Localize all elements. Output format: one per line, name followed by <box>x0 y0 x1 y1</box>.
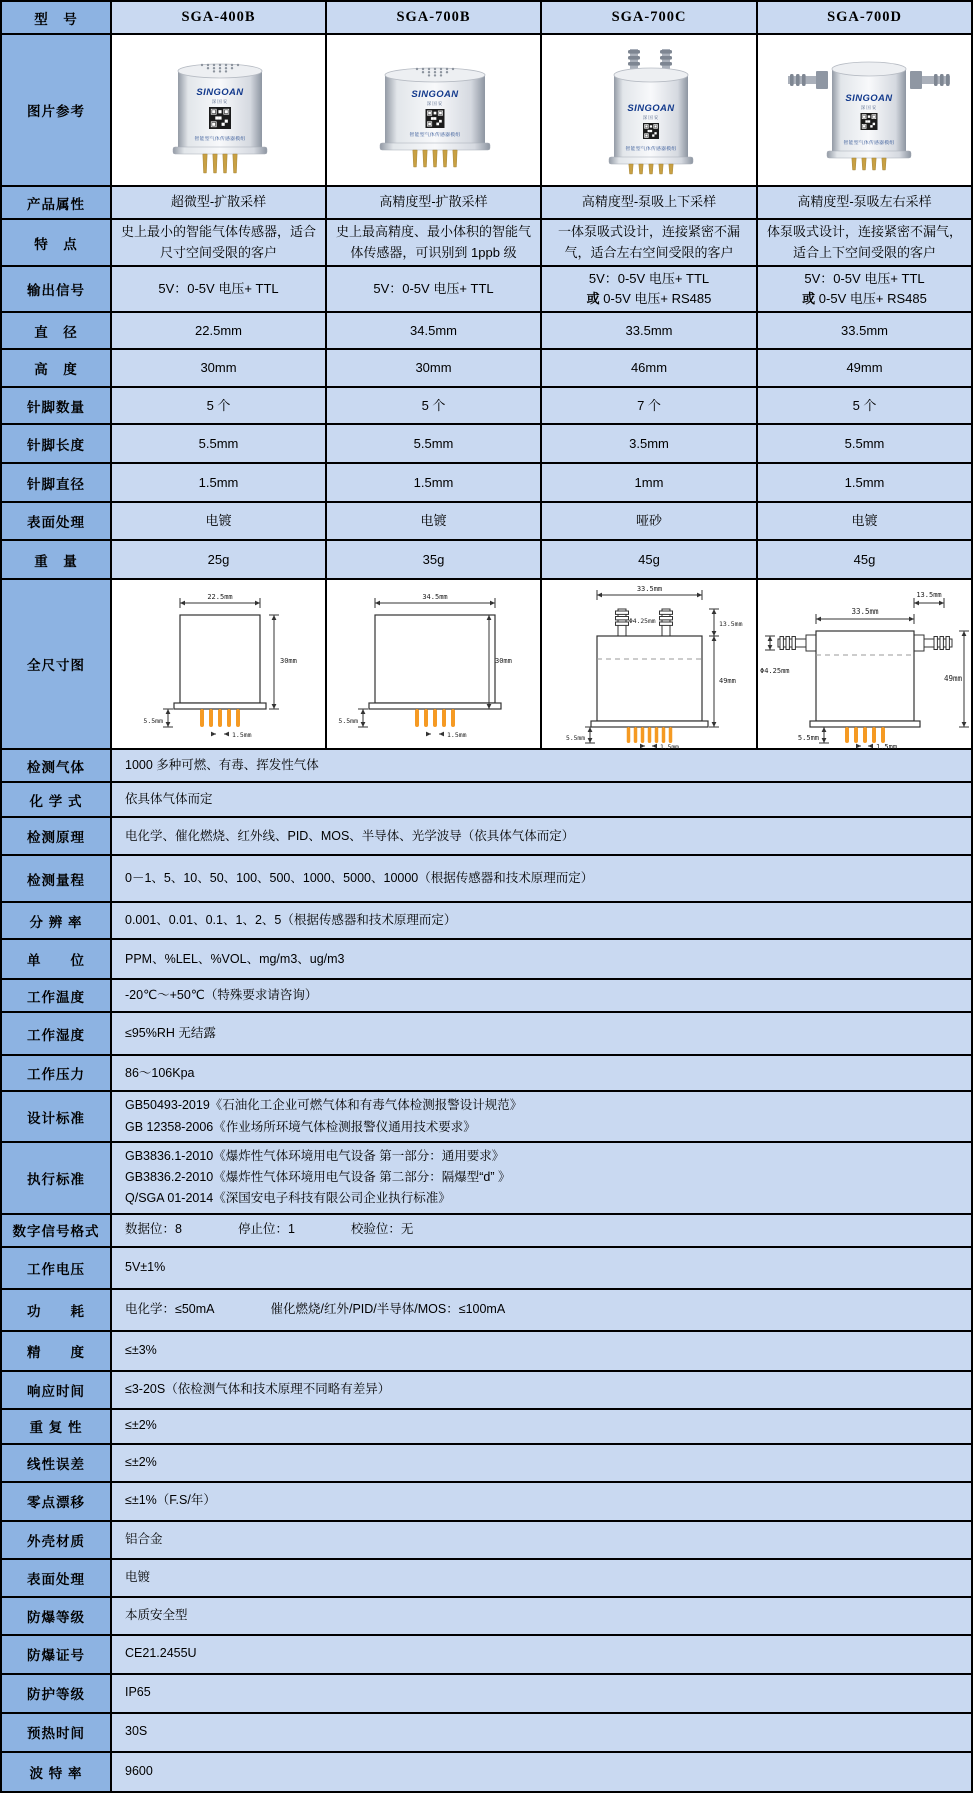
spec-value: 电镀 <box>111 502 326 540</box>
table-row <box>1 463 972 502</box>
table-row <box>1 1214 972 1247</box>
table-row <box>1 1444 972 1482</box>
spec-value: 电镀 <box>326 502 541 540</box>
row-label: 分 辨 率 <box>1 902 111 939</box>
brand-cn-text: 深国安 <box>426 101 444 106</box>
value-text: 0.001、0.01、0.1、1、2、5（根据传感器和技术原理而定） <box>125 913 457 928</box>
value-text: CE21.2455U <box>125 1646 197 1661</box>
product-photo-sga-400b <box>112 35 327 185</box>
spec-value: 25g <box>111 540 326 579</box>
dimension-label: Φ4.25mm <box>760 667 790 676</box>
full-row-value <box>111 1331 972 1371</box>
row-label: 设计标准 <box>1 1091 111 1142</box>
value-line: GB50493-2019《石油化工企业可燃气体和有毒气体检测报警设计规范》 <box>125 1098 523 1113</box>
spec-value <box>757 266 972 312</box>
full-row-value <box>111 1521 972 1559</box>
table-row <box>1 939 972 979</box>
full-row-value <box>111 1635 972 1674</box>
spec-value: 33.5mm <box>541 312 757 349</box>
spec-value: 5 个 <box>757 387 972 424</box>
row-label: 防爆证号 <box>1 1635 111 1674</box>
model-header-sga-400b: SGA-400B <box>111 1 326 34</box>
full-row-value <box>111 1055 972 1091</box>
photo-caption-text: 智能型气体传感器模组 <box>194 137 246 142</box>
row-label: 数字信号格式 <box>1 1214 111 1247</box>
dimension-label: 1.5mm <box>447 731 467 740</box>
table-row <box>1 34 972 186</box>
row-label-diagram: 全尺寸图 <box>1 579 111 749</box>
diagram-cell <box>757 579 972 752</box>
brand-text: SINGOAN <box>845 93 893 104</box>
brand-text: SINGOAN <box>196 87 244 98</box>
value-line: GB3836.2-2010《爆炸性气体环境用电气设备 第二部分：隔爆型“d” 》 <box>125 1170 511 1185</box>
row-label: 单 位 <box>1 939 111 979</box>
value-text: 电化学、催化燃烧、红外线、PID、MOS、半导体、光学波导（依具体气体而定） <box>125 828 575 843</box>
value-line: 5V：0-5V 电压+ TTL <box>588 271 710 286</box>
full-row-value <box>111 1371 972 1409</box>
photo-caption-text: 智能型气体传感器模组 <box>843 141 895 146</box>
brand-cn-text: 深国安 <box>211 99 229 104</box>
dimension-label: 33.5mm <box>636 585 663 594</box>
table-row <box>1 902 972 939</box>
spec-value: 1.5mm <box>757 463 972 502</box>
spec-value: 史上最高精度、最小体积的智能气体传感器，可识别到 1ppb 级 <box>326 219 541 266</box>
row-label: 检测气体 <box>1 749 111 782</box>
value-line: GB 12358-2006《作业场所环境气体检测报警仪通用技术要求》 <box>125 1119 476 1134</box>
full-row-value <box>111 855 972 902</box>
table-row <box>1 1674 972 1713</box>
full-row-value <box>111 1214 972 1247</box>
row-label: 零点漂移 <box>1 1482 111 1521</box>
spec-value: 高精度型-扩散采样 <box>326 186 541 219</box>
spec-value: 45g <box>757 540 972 579</box>
row-label: 防爆等级 <box>1 1597 111 1635</box>
value-text: ≤±2% <box>125 1454 157 1469</box>
spec-value: 5.5mm <box>326 424 541 463</box>
spec-value <box>111 266 326 312</box>
table-row <box>1 1597 972 1635</box>
table-row <box>1 1559 972 1597</box>
spec-value: 33.5mm <box>757 312 972 349</box>
full-row-value <box>111 1597 972 1635</box>
value-segment: 催化燃烧/红外/PID/半导体/MOS：≤100mA <box>270 1301 506 1316</box>
table-row <box>1 1713 972 1752</box>
table-row <box>1 424 972 463</box>
row-label: 线性误差 <box>1 1444 111 1482</box>
dimension-label: 33.5mm <box>851 607 879 617</box>
table-row <box>1 1012 972 1055</box>
row-label: 工作压力 <box>1 1055 111 1091</box>
spec-value: 1.5mm <box>111 463 326 502</box>
table-row <box>1 1331 972 1371</box>
diagram-cell <box>326 579 541 749</box>
value-text: 5V±1% <box>125 1259 166 1274</box>
row-label: 外壳材质 <box>1 1521 111 1559</box>
row-label: 特 点 <box>1 219 111 266</box>
row-label: 直 径 <box>1 312 111 349</box>
spec-value: 7 个 <box>541 387 757 424</box>
table-row <box>1 186 972 219</box>
row-label: 高 度 <box>1 349 111 387</box>
value-text: -20℃～+50℃（特殊要求请咨询） <box>125 988 318 1003</box>
table-row <box>1 1 972 34</box>
spec-value: 电镀 <box>757 502 972 540</box>
spec-value: 高精度型-泵吸左右采样 <box>757 186 972 219</box>
row-label: 表面处理 <box>1 502 111 540</box>
spec-value <box>326 266 541 312</box>
dimension-label: 30mm <box>280 657 297 666</box>
spec-value: 3.5mm <box>541 424 757 463</box>
dimension-diagram-sga-700d <box>758 581 973 752</box>
value-segment: 数据位：8 <box>125 1222 182 1237</box>
row-label: 针脚数量 <box>1 387 111 424</box>
table-row <box>1 1409 972 1444</box>
photo-cell <box>111 34 326 186</box>
dimension-label: Φ4.25mm <box>629 618 656 626</box>
table-row <box>1 502 972 540</box>
dimension-label: 13.5mm <box>719 620 743 629</box>
value-line: 5V：0-5V 电压+ TTL <box>373 281 494 297</box>
spec-value: 22.5mm <box>111 312 326 349</box>
spec-value <box>541 266 757 312</box>
full-row-value <box>111 1247 972 1289</box>
table-row <box>1 1482 972 1521</box>
model-row-label: 型 号 <box>1 1 111 34</box>
table-row <box>1 1635 972 1674</box>
row-label: 针脚长度 <box>1 424 111 463</box>
value-segment: 停止位：1 <box>237 1222 295 1237</box>
row-label: 波 特 率 <box>1 1752 111 1792</box>
table-row <box>1 1371 972 1409</box>
table-row <box>1 540 972 579</box>
diagram-cell <box>111 579 326 749</box>
dimension-diagram-sga-700b <box>327 581 542 747</box>
spec-value: 哑砂 <box>541 502 757 540</box>
value-text: 铝合金 <box>125 1531 163 1546</box>
row-label: 检测量程 <box>1 855 111 902</box>
value-line: 5V：0-5V 电压+ TTL <box>804 271 925 286</box>
full-row-value <box>111 1713 972 1752</box>
value-segment: 校验位：无 <box>350 1222 414 1237</box>
dimension-label: 1.5mm <box>876 743 898 752</box>
full-row-value <box>111 1409 972 1444</box>
value-line: 5V：0-5V 电压+ TTL <box>158 281 279 297</box>
row-label: 重 量 <box>1 540 111 579</box>
row-label: 针脚直径 <box>1 463 111 502</box>
value-line: 或 0-5V 电压+ RS485 <box>586 291 712 307</box>
value-text: 9600 <box>125 1763 153 1778</box>
dimension-label: 22.5mm <box>207 593 233 602</box>
row-label: 工作电压 <box>1 1247 111 1289</box>
brand-text: SINGOAN <box>627 103 675 114</box>
photo-cell <box>541 34 757 186</box>
dimension-label: 49mm <box>719 677 736 686</box>
full-row-value <box>111 1482 972 1521</box>
full-row-value <box>111 1289 972 1331</box>
dimension-label: 49mm <box>943 674 962 684</box>
spec-value: 高精度型-泵吸上下采样 <box>541 186 757 219</box>
value-text: 30S <box>125 1724 148 1739</box>
row-label: 表面处理 <box>1 1559 111 1597</box>
row-label: 工作温度 <box>1 979 111 1012</box>
row-label: 精 度 <box>1 1331 111 1371</box>
full-row-value <box>111 782 972 817</box>
value-line: GB3836.1-2010《爆炸性气体环境用电气设备 第一部分：通用要求》 <box>125 1148 505 1163</box>
value-text: PPM、%LEL、%VOL、mg/m3、ug/m3 <box>125 951 345 966</box>
spec-value: 5 个 <box>111 387 326 424</box>
photo-caption-text: 智能型气体传感器模组 <box>409 133 461 138</box>
value-text: 0－1、5、10、50、100、500、1000、5000、10000（根据传感器和技术原理而定） <box>125 871 594 886</box>
brand-cn-text: 深国安 <box>642 115 660 120</box>
dimension-label: 13.5mm <box>916 591 942 600</box>
full-row-value <box>111 1752 972 1792</box>
product-photo-sga-700c <box>542 35 757 185</box>
full-row-value <box>111 979 972 1012</box>
spec-value: 一体泵吸式设计，连接紧密不漏气，适合左右空间受限的客户 <box>541 219 757 266</box>
value-text: IP65 <box>125 1685 151 1700</box>
table-row <box>1 312 972 349</box>
spec-value: 体泵吸式设计，连接紧密不漏气，适合上下空间受限的客户 <box>757 219 972 266</box>
spec-value: 1.5mm <box>326 463 541 502</box>
spec-value: 5 个 <box>326 387 541 424</box>
dimension-label: 30mm <box>495 657 512 666</box>
table-row <box>1 349 972 387</box>
dimension-label: 34.5mm <box>422 593 448 602</box>
full-row-value <box>111 1674 972 1713</box>
table-row <box>1 855 972 902</box>
spec-value: 30mm <box>326 349 541 387</box>
spec-value: 46mm <box>541 349 757 387</box>
value-text: 依具体气体而定 <box>125 792 213 807</box>
full-row-value <box>111 1559 972 1597</box>
table-row <box>1 266 972 312</box>
row-label: 响应时间 <box>1 1371 111 1409</box>
full-row-value <box>111 902 972 939</box>
photo-cell <box>326 34 541 186</box>
row-label: 防护等级 <box>1 1674 111 1713</box>
full-row-value <box>111 1012 972 1055</box>
diagram-cell <box>541 579 757 752</box>
table-row <box>1 1289 972 1331</box>
dimension-label: 5.5mm <box>143 717 163 726</box>
full-row-value <box>111 817 972 855</box>
value-text: ≤±1%（F.S/年） <box>125 1493 216 1508</box>
value-text: 电镀 <box>125 1569 151 1584</box>
row-label: 预热时间 <box>1 1713 111 1752</box>
table-row <box>1 1752 972 1792</box>
dimension-label: 5.5mm <box>338 717 358 726</box>
spec-value: 35g <box>326 540 541 579</box>
row-label: 工作湿度 <box>1 1012 111 1055</box>
row-label-photo: 图片参考 <box>1 34 111 186</box>
spec-value: 史上最小的智能气体传感器，适合尺寸空间受限的客户 <box>111 219 326 266</box>
value-line: Q/SGA 01-2014《深国安电子科技有限公司企业执行标准》 <box>125 1191 451 1206</box>
value-text: ≤±2% <box>125 1418 157 1433</box>
value-segment: 电化学：≤50mA <box>125 1301 215 1316</box>
dimension-diagram-sga-400b <box>112 581 327 747</box>
value-text: 1000 多种可燃、有毒、挥发性气体 <box>125 758 319 773</box>
value-text: ≤3-20S（依检测气体和技术原理不同略有差异） <box>125 1381 391 1396</box>
full-row-value <box>111 1091 972 1142</box>
model-header-sga-700d: SGA-700D <box>757 1 972 34</box>
dimension-label: 5.5mm <box>797 734 819 743</box>
value-line: 或 0-5V 电压+ RS485 <box>802 291 927 307</box>
brand-text: SINGOAN <box>411 89 459 100</box>
product-photo-sga-700d <box>758 35 973 185</box>
spec-value: 超微型-扩散采样 <box>111 186 326 219</box>
dimension-label: 1.5mm <box>660 744 679 752</box>
row-label: 功 耗 <box>1 1289 111 1331</box>
table-row <box>1 219 972 266</box>
spec-value: 5.5mm <box>757 424 972 463</box>
value-text: ≤±3% <box>125 1342 157 1357</box>
full-row-value <box>111 1142 972 1214</box>
dimension-label: 1.5mm <box>232 731 252 740</box>
full-row-value <box>111 1444 972 1482</box>
table-row <box>1 1247 972 1289</box>
table-row <box>1 1055 972 1091</box>
spec-value: 1mm <box>541 463 757 502</box>
row-label: 化 学 式 <box>1 782 111 817</box>
table-row <box>1 749 972 782</box>
spec-value: 5.5mm <box>111 424 326 463</box>
value-text: ≤95%RH 无结露 <box>125 1026 216 1041</box>
photo-caption-text: 智能型气体传感器模组 <box>625 147 677 152</box>
photo-cell <box>757 34 972 186</box>
spec-value: 45g <box>541 540 757 579</box>
spec-value: 30mm <box>111 349 326 387</box>
product-photo-sga-700b <box>327 35 542 185</box>
dimension-diagram-sga-700c <box>542 581 757 752</box>
table-row <box>1 1091 972 1142</box>
table-row <box>1 979 972 1012</box>
model-header-sga-700b: SGA-700B <box>326 1 541 34</box>
dimension-label: 5.5mm <box>566 735 585 743</box>
table-row <box>1 1521 972 1559</box>
brand-cn-text: 深国安 <box>860 105 878 110</box>
spec-value: 49mm <box>757 349 972 387</box>
table-row <box>1 782 972 817</box>
table-row <box>1 387 972 424</box>
full-row-value <box>111 749 972 782</box>
spec-value: 34.5mm <box>326 312 541 349</box>
row-label: 执行标准 <box>1 1142 111 1214</box>
table-row <box>1 817 972 855</box>
model-header-sga-700c: SGA-700C <box>541 1 757 34</box>
row-label: 输出信号 <box>1 266 111 312</box>
value-text: 86～106Kpa <box>125 1065 195 1080</box>
row-label: 产品属性 <box>1 186 111 219</box>
row-label: 重 复 性 <box>1 1409 111 1444</box>
value-text: 本质安全型 <box>125 1607 188 1622</box>
row-label: 检测原理 <box>1 817 111 855</box>
full-row-value <box>111 939 972 979</box>
table-row <box>1 579 972 749</box>
table-row <box>1 1142 972 1214</box>
